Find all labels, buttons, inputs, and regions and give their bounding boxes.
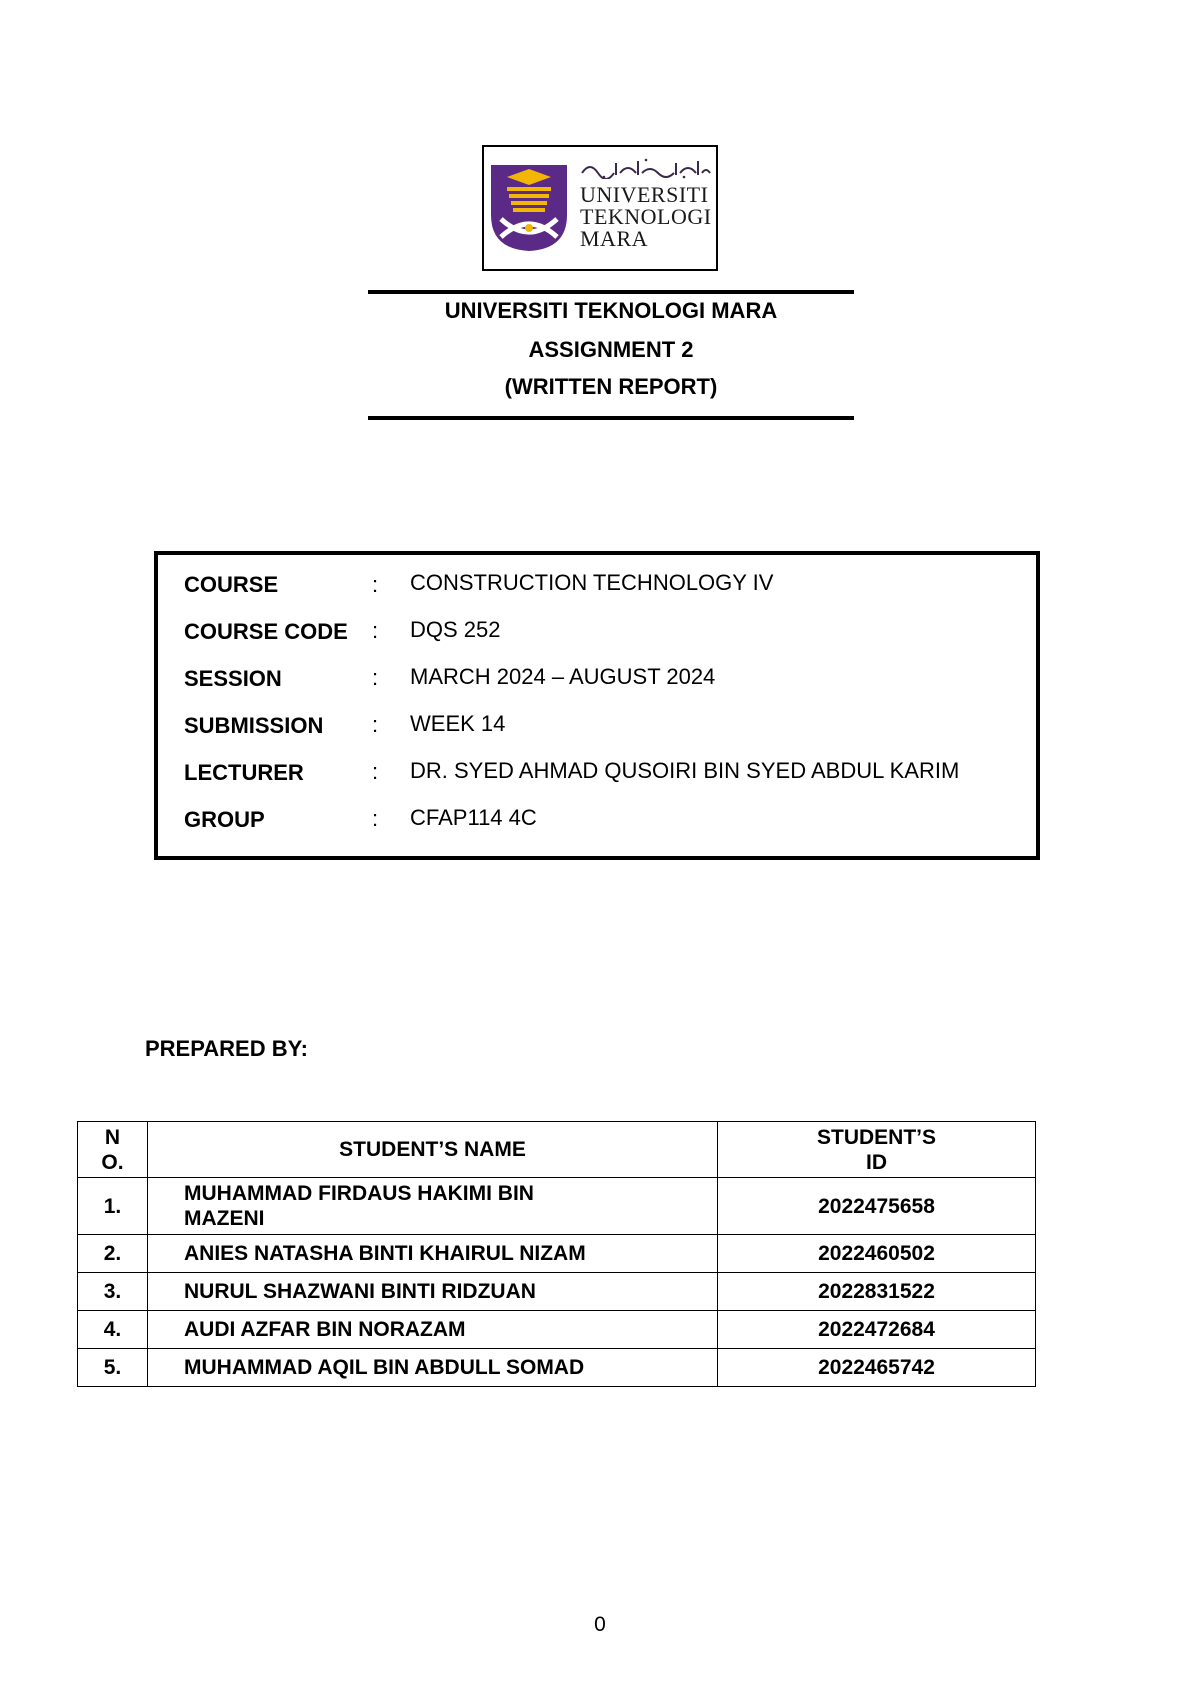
info-label: SUBMISSION: [184, 713, 324, 738]
title-bottom-rule: [368, 416, 854, 420]
student-name: MUHAMMAD AQIL BIN ABDULL SOMAD: [148, 1349, 718, 1387]
student-table: [77, 1121, 1036, 1387]
student-name: [148, 1178, 718, 1235]
title-top-rule: [368, 290, 854, 294]
row-number: 3.: [78, 1273, 148, 1311]
info-colon: :: [372, 712, 379, 737]
header-id-line2: ID: [866, 1150, 887, 1174]
info-value: CFAP114 4C: [410, 805, 537, 830]
table-row: [78, 1235, 1036, 1273]
info-label: COURSE CODE: [184, 619, 348, 644]
university-logo: [482, 145, 718, 271]
student-name-line1: MUHAMMAD FIRDAUS HAKIMI BIN: [184, 1182, 534, 1205]
info-value: DR. SYED AHMAD QUSOIRI BIN SYED ABDUL KARIM: [410, 758, 960, 783]
table-header-row: [78, 1122, 1036, 1178]
utm-emblem-icon: [489, 163, 569, 253]
info-colon: :: [372, 806, 379, 831]
assignment-title: ASSIGNMENT 2: [528, 337, 694, 362]
course-info-box: [154, 551, 1040, 860]
info-colon: :: [372, 618, 379, 643]
header-id-line1: STUDENT’S: [816, 1125, 936, 1149]
table-row: [78, 1349, 1036, 1387]
page-number: 0: [594, 1613, 606, 1636]
info-colon: :: [372, 665, 379, 690]
university-name: UNIVERSITI TEKNOLOGI MARA: [444, 298, 778, 323]
info-label: SESSION: [184, 666, 282, 691]
student-id: 2022475658: [718, 1178, 1036, 1235]
table-row: [78, 1273, 1036, 1311]
info-value: DQS 252: [410, 617, 501, 642]
student-name-line2: MAZENI: [184, 1207, 265, 1230]
table-row: [78, 1178, 1036, 1235]
row-number: 2.: [78, 1235, 148, 1273]
row-number: 1.: [78, 1178, 148, 1235]
info-colon: :: [372, 572, 379, 597]
row-number: 5.: [78, 1349, 148, 1387]
logo-word-universiti: UNIVERSITI: [580, 182, 709, 207]
info-value: CONSTRUCTION TECHNOLOGY IV: [410, 570, 774, 595]
arabic-script-mark: [580, 157, 712, 179]
student-name: AUDI AZFAR BIN NORAZAM: [148, 1311, 718, 1349]
table-row: [78, 1311, 1036, 1349]
row-number: 4.: [78, 1311, 148, 1349]
student-id: 2022460502: [718, 1235, 1036, 1273]
student-id: 2022472684: [718, 1311, 1036, 1349]
header-student-id: [718, 1122, 1036, 1178]
info-value: WEEK 14: [410, 711, 506, 736]
student-name: NURUL SHAZWANI BINTI RIDZUAN: [148, 1273, 718, 1311]
student-name: ANIES NATASHA BINTI KHAIRUL NIZAM: [148, 1235, 718, 1273]
logo-word-teknologi: TEKNOLOGI: [580, 204, 712, 229]
prepared-by-label: PREPARED BY:: [145, 1036, 308, 1061]
student-id: 2022465742: [718, 1349, 1036, 1387]
header-student-name: STUDENT’S NAME: [148, 1122, 718, 1178]
info-colon: :: [372, 759, 379, 784]
student-id: 2022831522: [718, 1273, 1036, 1311]
assignment-subtitle: (WRITTEN REPORT): [504, 374, 718, 399]
header-no: [78, 1122, 148, 1178]
info-label: COURSE: [184, 572, 279, 597]
logo-word-mara: MARA: [580, 226, 649, 251]
header-no-line2: O.: [101, 1150, 124, 1174]
header-no-line1: N: [104, 1125, 121, 1149]
info-label: LECTURER: [184, 760, 304, 785]
info-label: GROUP: [184, 807, 265, 832]
info-value: MARCH 2024 – AUGUST 2024: [410, 664, 716, 689]
